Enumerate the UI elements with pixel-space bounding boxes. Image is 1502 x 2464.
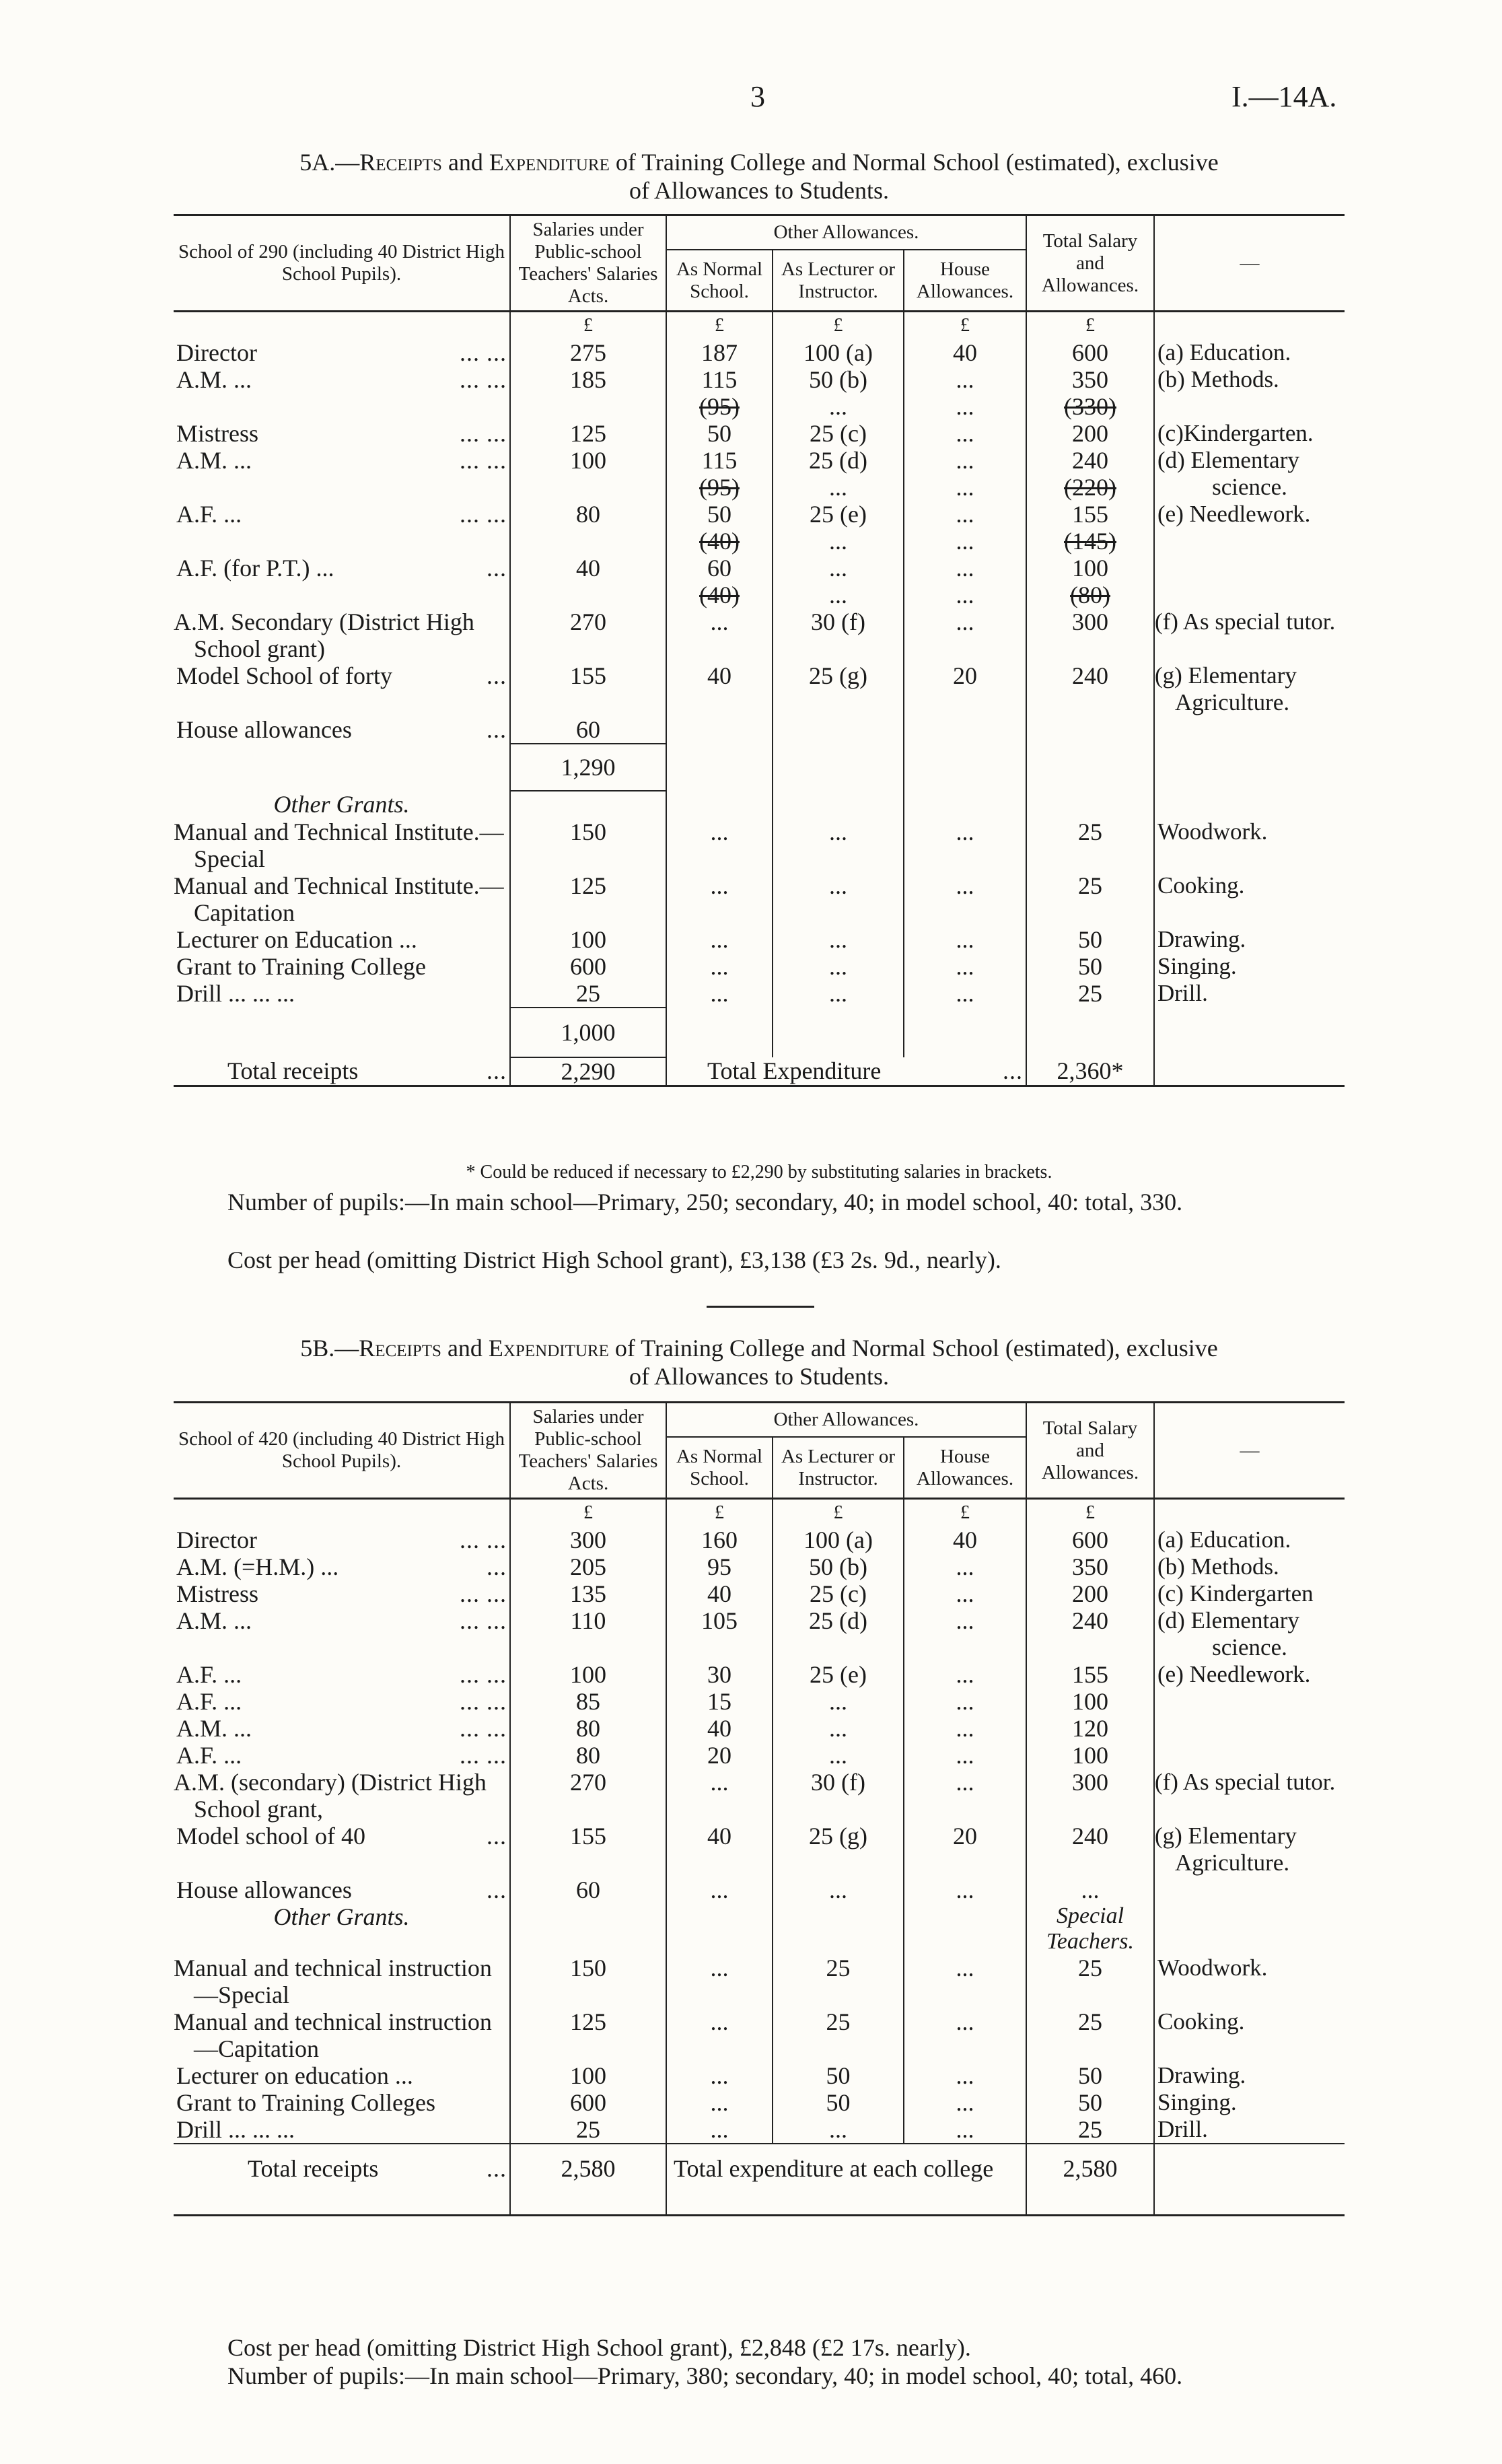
col-other-allowances: Other Allowances. [666,215,1026,250]
pupils-a: Number of pupils:—In main school—Primary, 250; secondary, 40; in model school, 40: total, 330. [227,1189,1183,1216]
col-lecturer: As Lecturer or Instructor. [773,250,904,311]
page-number: 3 [750,80,765,113]
table-row: A.M. ... ... ... 100 115 25 (d) ... 240 (d) Elementary [174,447,1345,474]
section-a-number: 5A. [299,149,336,176]
table-row: A.M. ... ... ... 185 115 50 (b) ... 350 (b) Methods. [174,366,1345,393]
totals-row: Total receipts ... 2,580 Total expenditure at each college 2,580 [174,2144,1345,2216]
section-b-number: 5B. [300,1335,335,1362]
other-grants-heading: Other Grants. [174,791,1345,818]
table-row: Director ... ... 300 160 100 (a) 40 600 (a) Education. [174,1526,1345,1553]
table-row: Manual and Technical Institute.—Capitation 125 ... ... ... 25 Cooking. [174,872,1345,926]
col-notes: — [1154,1403,1345,1499]
table-row: (95) ... ... (330) [174,393,1345,420]
table-row: Drill ... ... ... 25 ... ... ... 25 Drill. [174,2116,1345,2144]
cost-b: Cost per head (omitting District High School grant), £2,848 (£2 17s. nearly). [227,2334,971,2361]
table-row: House allowances ... 60 [174,716,1345,744]
subtotal-row: 1,000 [174,1008,1345,1057]
section-a-table [174,214,1345,1087]
section-b-table [174,1401,1345,2216]
table-row: Lecturer on Education ... 100 ... ... ... 50 Drawing. [174,926,1345,953]
table-row: (40) ... ... (145) [174,528,1345,555]
other-grants-heading: Other Grants. Special Teachers. [174,1903,1345,1955]
table-row: Model school of 40 ... 155 40 25 (g) 20 240 (g) Elementary Agriculture. [174,1823,1345,1876]
table-row: Grant to Training Colleges 600 ... 50 ... 50 Singing. [174,2089,1345,2116]
page-reference: I.—14A. [1231,80,1337,113]
table-row: A.F. (for P.T.) ... ... 40 60 ... ... 100 [174,555,1345,582]
table-row: A.F. ... ... ... 85 15 ... ... 100 [174,1688,1345,1715]
table-row: A.M. ... ... ... 80 40 ... ... 120 [174,1715,1345,1742]
col-salaries: Salaries under Public-school Teachers' Salaries Acts. [510,215,666,312]
table-row: Director ... ... 275 187 100 (a) 40 600 (a) Education. [174,339,1345,366]
table-row: A.M. (=H.M.) ... ... 205 95 50 (b) ... 350 (b) Methods. [174,1553,1345,1580]
table-row: A.F. ... ... ... 80 20 ... ... 100 [174,1742,1345,1769]
col-school: School of 290 (including 40 District High School Pupils). [174,215,510,312]
table-row: A.F. ... ... ... 80 50 25 (e) ... 155 (e) Needlework. [174,501,1345,528]
section-b-title: 5B.—Receipts and Expenditure of Training College and Normal School (estimated), exclusive of Allowances to Students. [300,1335,1218,1390]
col-notes: — [1154,215,1345,312]
col-normal: As Normal School. [666,250,773,311]
table-row: Manual and technical instruction—Special 150 ... 25 ... 25 Woodwork. [174,1955,1345,2008]
table-row: Mistress ... ... 135 40 25 (c) ... 200 (c) Kindergarten [174,1580,1345,1607]
units-row: £ £ £ £ £ [174,312,1345,340]
pupils-b: Number of pupils:—In main school—Primary, 380; secondary, 40; in model school, 40; total, 460. [227,2362,1183,2389]
col-total: Total Salary and Allowances. [1026,1403,1154,1499]
table-row: House allowances ... 60 ... ... ... ... [174,1876,1345,1903]
col-lecturer: As Lecturer or Instructor. [773,1437,904,1498]
table-row: Manual and Technical Institute.—Special 150 ... ... ... 25 Woodwork. [174,818,1345,872]
table-row: Mistress ... ... 125 50 25 (c) ... 200 (c)Kindergarten. [174,420,1345,447]
table-row: Grant to Training College 600 ... ... ... 50 Singing. [174,953,1345,980]
footnote: * Could be reduced if necessary to £2,290 by substituting salaries in brackets. [466,1162,1052,1183]
table-row: Drill ... ... ... 25 ... ... ... 25 Drill. [174,980,1345,1008]
table-row: A.M. ... ... ... 110 105 25 (d) ... 240 (d) Elementary [174,1607,1345,1634]
table-row: Manual and technical instruction—Capitation 125 ... 25 ... 25 Cooking. [174,2008,1345,2062]
units-row: £ £ £ £ £ [174,1499,1345,1527]
col-salaries: Salaries under Public-school Teachers' Salaries Acts. [510,1403,666,1499]
table-row: science. [174,1634,1345,1661]
section-divider [707,1306,814,1308]
col-school: School of 420 (including 40 District High School Pupils). [174,1403,510,1499]
cost-a: Cost per head (omitting District High School grant), £3,138 (£3 2s. 9d., nearly). [227,1246,1001,1273]
table-row: A.F. ... ... ... 100 30 25 (e) ... 155 (e) Needlework. [174,1661,1345,1688]
col-total: Total Salary and Allowances. [1026,215,1154,312]
section-a-title: 5A.—Receipts and Expenditure of Training College and Normal School (estimated), exclusive of Allowances to Students. [299,149,1219,204]
col-house: House Allowances. [904,250,1026,311]
subtotal-row: 1,290 [174,744,1345,791]
table-row: Model School of forty ... 155 40 25 (g) 20 240 (g) Elementary Agriculture. [174,662,1345,716]
totals-row: Total receipts ... 2,290 Total Expenditure ... 2,360* [174,1057,1345,1086]
table-row: A.M. (secondary) (District High School grant, 270 ... 30 (f) ... 300 (f) As special tutor. [174,1769,1345,1823]
special-teachers-label: Special Teachers. [1026,1903,1154,1955]
table-row: (40) ... ... (80) [174,582,1345,608]
table-row: Lecturer on education ... 100 ... 50 ... 50 Drawing. [174,2062,1345,2089]
table-row: (95) ... ... (220) science. [174,474,1345,501]
col-house: House Allowances. [904,1437,1026,1498]
col-other-allowances: Other Allowances. [666,1403,1026,1438]
table-row: A.M. Secondary (District High School grant) 270 ... 30 (f) ... 300 (f) As special tutor. [174,608,1345,662]
col-normal: As Normal School. [666,1437,773,1498]
